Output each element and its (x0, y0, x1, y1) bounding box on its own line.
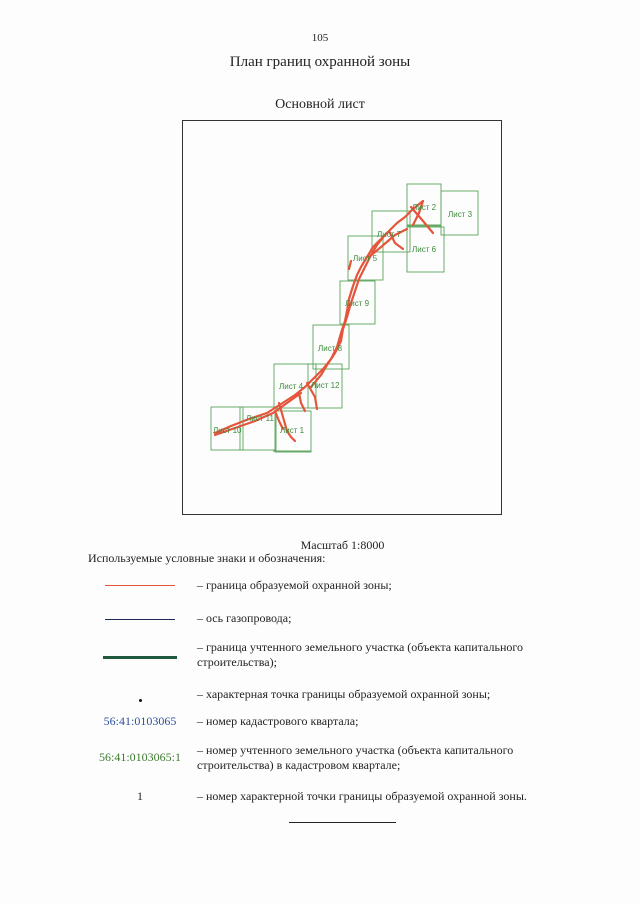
sheet-label-2: Лист 2 (412, 203, 437, 212)
sheet-label-6: Лист 6 (412, 245, 437, 254)
sheet-label-5: Лист 5 (353, 254, 378, 263)
bottom-rule (289, 822, 396, 823)
sheet-index-map (183, 121, 501, 514)
legend-text: – номер кадастрового квартала; (197, 714, 359, 728)
page-title: План границ охранной зоны (229, 54, 411, 70)
sheet-label-10: Лист 10 (213, 426, 242, 435)
map-frame (182, 120, 502, 515)
sheet-title: Основной лист (275, 97, 365, 112)
legend-text: – характерная точка границы образуемой охранной зоны; (197, 687, 491, 701)
scale-text: Масштаб 1:8000 (300, 538, 385, 552)
sheet-label-11: Лист 11 (246, 414, 274, 423)
green-thick-line-icon (103, 656, 177, 659)
legend-text: – номер учтенного земельного участка (объекта капитального строительства) в кадастровом квартале; (197, 743, 514, 772)
sheet-label-12: Лист 12 (311, 381, 340, 390)
orange-line-icon (105, 585, 175, 586)
point-number-sample: 1 (137, 789, 143, 803)
parcel-number-sample: 56:41:0103065:1 (98, 750, 181, 764)
sheet-label-4: Лист 4 (279, 382, 304, 391)
sheet-label-8: Лист 8 (318, 344, 343, 353)
legend-text: – граница образуемой охранной зоны; (197, 578, 392, 592)
quarter-number-sample: 56:41:0103065 (103, 714, 177, 728)
point-dot-icon (139, 699, 142, 702)
legend-title: Используемые условные знаки и обозначения: (88, 551, 326, 565)
sheet-label-1: Лист 1 (280, 426, 305, 435)
sheet-label-9: Лист 9 (345, 299, 370, 308)
navy-line-icon (105, 619, 175, 620)
legend-text: – граница учтенного земельного участка (объекта капитального строительства); (197, 640, 524, 669)
sheet-label-3: Лист 3 (448, 210, 473, 219)
legend-text: – номер характерной точки границы образуемой охранной зоны. (197, 789, 527, 803)
page-number: 105 (311, 32, 329, 44)
legend-text: – ось газопровода; (197, 611, 292, 625)
sheet-label-7: Лист 7 (377, 230, 402, 239)
